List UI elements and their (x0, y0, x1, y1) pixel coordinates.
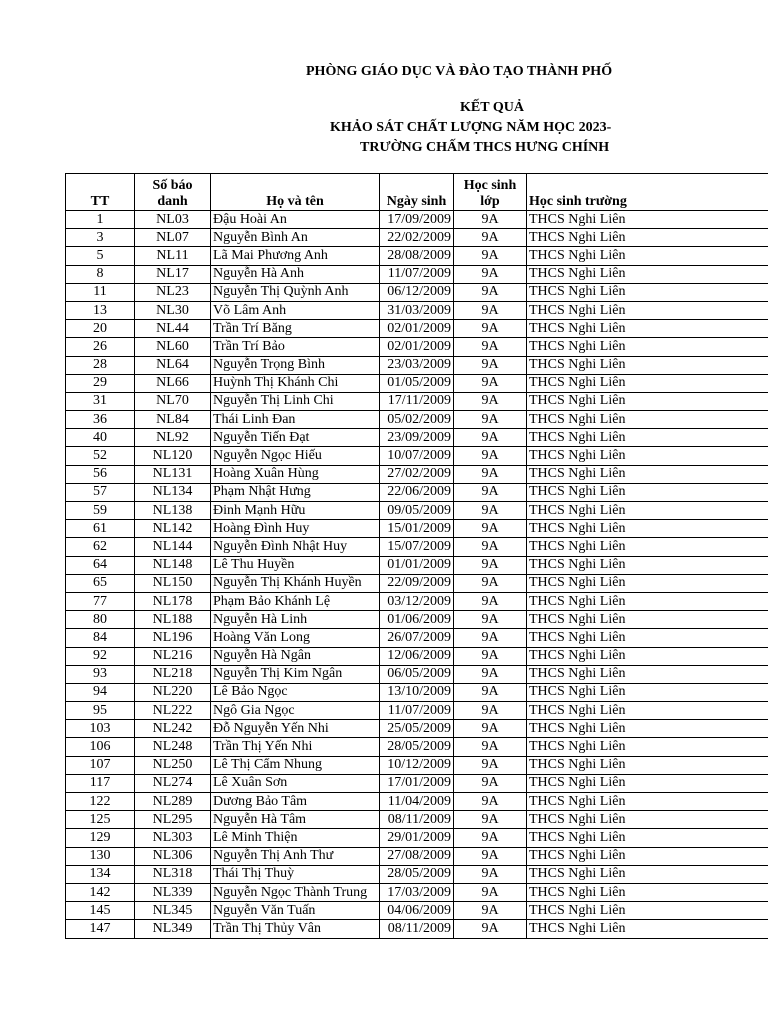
cell-full-name: Nguyễn Hà Tâm (211, 811, 380, 829)
cell-tt: 107 (66, 756, 135, 774)
cell-full-name: Nguyễn Hà Ngân (211, 647, 380, 665)
cell-candidate-number: NL44 (135, 320, 211, 338)
cell-tt: 52 (66, 447, 135, 465)
table-row (66, 520, 768, 538)
cell-tt: 93 (66, 665, 135, 683)
cell-school: THCS Nghi Liên (527, 847, 768, 865)
cell-birth-date: 15/07/2009 (380, 538, 454, 556)
table-row (66, 902, 768, 920)
cell-full-name: Nguyễn Văn Tuấn (211, 902, 380, 920)
cell-full-name: Lã Mai Phương Anh (211, 247, 380, 265)
cell-candidate-number: NL144 (135, 538, 211, 556)
cell-class: 9A (454, 811, 527, 829)
cell-birth-date: 01/06/2009 (380, 611, 454, 629)
cell-school: THCS Nghi Liên (527, 665, 768, 683)
cell-birth-date: 23/09/2009 (380, 429, 454, 447)
cell-full-name: Trần Thị Yến Nhi (211, 738, 380, 756)
table-row (66, 392, 768, 410)
cell-full-name: Thái Thị Thuỳ (211, 865, 380, 883)
col-header-candidate-number: Số báo danh (135, 174, 211, 211)
cell-candidate-number: NL64 (135, 356, 211, 374)
cell-class: 9A (454, 865, 527, 883)
cell-tt: 5 (66, 247, 135, 265)
table-row (66, 283, 768, 301)
cell-birth-date: 11/07/2009 (380, 265, 454, 283)
table-row (66, 301, 768, 319)
cell-tt: 117 (66, 774, 135, 792)
cell-tt: 130 (66, 847, 135, 865)
table-row (66, 429, 768, 447)
cell-class: 9A (454, 793, 527, 811)
cell-class: 9A (454, 538, 527, 556)
cell-birth-date: 08/11/2009 (380, 811, 454, 829)
cell-class: 9A (454, 520, 527, 538)
cell-full-name: Nguyễn Hà Linh (211, 611, 380, 629)
cell-candidate-number: NL345 (135, 902, 211, 920)
cell-school: THCS Nghi Liên (527, 320, 768, 338)
cell-candidate-number: NL318 (135, 865, 211, 883)
cell-school: THCS Nghi Liên (527, 265, 768, 283)
cell-class: 9A (454, 265, 527, 283)
cell-class: 9A (454, 574, 527, 592)
cell-school: THCS Nghi Liên (527, 738, 768, 756)
cell-birth-date: 28/05/2009 (380, 738, 454, 756)
cell-birth-date: 02/01/2009 (380, 338, 454, 356)
cell-birth-date: 13/10/2009 (380, 683, 454, 701)
cell-full-name: Phạm Nhật Hưng (211, 483, 380, 501)
cell-birth-date: 28/05/2009 (380, 865, 454, 883)
cell-class: 9A (454, 447, 527, 465)
cell-full-name: Nguyễn Bình An (211, 229, 380, 247)
cell-tt: 57 (66, 483, 135, 501)
cell-full-name: Nguyễn Thị Anh Thư (211, 847, 380, 865)
cell-full-name: Lê Thu Huyền (211, 556, 380, 574)
cell-class: 9A (454, 247, 527, 265)
cell-class: 9A (454, 647, 527, 665)
col-header-tt: TT (66, 174, 135, 211)
cell-birth-date: 27/08/2009 (380, 847, 454, 865)
col-header-birth-date: Ngày sinh (380, 174, 454, 211)
cell-school: THCS Nghi Liên (527, 520, 768, 538)
cell-candidate-number: NL92 (135, 429, 211, 447)
cell-full-name: Hoàng Xuân Hùng (211, 465, 380, 483)
cell-school: THCS Nghi Liên (527, 683, 768, 701)
cell-tt: 122 (66, 793, 135, 811)
cell-candidate-number: NL138 (135, 502, 211, 520)
cell-birth-date: 26/07/2009 (380, 629, 454, 647)
cell-candidate-number: NL306 (135, 847, 211, 865)
cell-full-name: Nguyễn Thị Quỳnh Anh (211, 283, 380, 301)
cell-full-name: Dương Bảo Tâm (211, 793, 380, 811)
cell-candidate-number: NL150 (135, 574, 211, 592)
cell-school: THCS Nghi Liên (527, 793, 768, 811)
cell-full-name: Huỳnh Thị Khánh Chi (211, 374, 380, 392)
cell-candidate-number: NL188 (135, 611, 211, 629)
cell-birth-date: 01/01/2009 (380, 556, 454, 574)
table-row (66, 683, 768, 701)
cell-birth-date: 06/12/2009 (380, 283, 454, 301)
cell-tt: 36 (66, 411, 135, 429)
result-title: KẾT QUẢ (460, 100, 524, 115)
cell-school: THCS Nghi Liên (527, 774, 768, 792)
table-row (66, 793, 768, 811)
cell-candidate-number: NL196 (135, 629, 211, 647)
cell-tt: 59 (66, 502, 135, 520)
cell-full-name: Phạm Bảo Khánh Lệ (211, 592, 380, 610)
cell-full-name: Đậu Hoài An (211, 211, 380, 229)
cell-class: 9A (454, 338, 527, 356)
cell-school: THCS Nghi Liên (527, 429, 768, 447)
table-row (66, 320, 768, 338)
table-row (66, 756, 768, 774)
table-row (66, 465, 768, 483)
cell-school: THCS Nghi Liên (527, 229, 768, 247)
cell-candidate-number: NL30 (135, 301, 211, 319)
cell-birth-date: 17/01/2009 (380, 774, 454, 792)
cell-class: 9A (454, 883, 527, 901)
cell-full-name: Thái Linh Đan (211, 411, 380, 429)
cell-birth-date: 17/09/2009 (380, 211, 454, 229)
cell-tt: 65 (66, 574, 135, 592)
cell-school: THCS Nghi Liên (527, 611, 768, 629)
cell-class: 9A (454, 229, 527, 247)
cell-candidate-number: NL120 (135, 447, 211, 465)
table-row (66, 229, 768, 247)
table-row (66, 720, 768, 738)
cell-full-name: Lê Bảo Ngọc (211, 683, 380, 701)
department-heading: PHÒNG GIÁO DỤC VÀ ĐÀO TẠO THÀNH PHỐ (306, 64, 613, 79)
cell-tt: 77 (66, 592, 135, 610)
grading-school-title: TRƯỜNG CHẤM THCS HƯNG CHÍNH (360, 140, 610, 155)
cell-class: 9A (454, 902, 527, 920)
table-row (66, 847, 768, 865)
cell-school: THCS Nghi Liên (527, 829, 768, 847)
cell-candidate-number: NL220 (135, 683, 211, 701)
cell-candidate-number: NL339 (135, 883, 211, 901)
cell-class: 9A (454, 502, 527, 520)
cell-candidate-number: NL70 (135, 392, 211, 410)
cell-tt: 84 (66, 629, 135, 647)
cell-full-name: Trần Trí Bảo (211, 338, 380, 356)
cell-class: 9A (454, 629, 527, 647)
cell-birth-date: 11/07/2009 (380, 702, 454, 720)
cell-tt: 56 (66, 465, 135, 483)
cell-tt: 62 (66, 538, 135, 556)
cell-candidate-number: NL216 (135, 647, 211, 665)
table-row (66, 211, 768, 229)
cell-school: THCS Nghi Liên (527, 920, 768, 938)
table-row (66, 338, 768, 356)
cell-candidate-number: NL11 (135, 247, 211, 265)
cell-candidate-number: NL218 (135, 665, 211, 683)
cell-candidate-number: NL242 (135, 720, 211, 738)
cell-class: 9A (454, 665, 527, 683)
cell-birth-date: 06/05/2009 (380, 665, 454, 683)
cell-tt: 134 (66, 865, 135, 883)
cell-birth-date: 17/11/2009 (380, 392, 454, 410)
cell-school: THCS Nghi Liên (527, 556, 768, 574)
cell-school: THCS Nghi Liên (527, 502, 768, 520)
cell-school: THCS Nghi Liên (527, 720, 768, 738)
cell-full-name: Lê Minh Thiện (211, 829, 380, 847)
cell-school: THCS Nghi Liên (527, 374, 768, 392)
cell-candidate-number: NL142 (135, 520, 211, 538)
table-row (66, 556, 768, 574)
cell-class: 9A (454, 356, 527, 374)
cell-school: THCS Nghi Liên (527, 865, 768, 883)
table-row (66, 247, 768, 265)
cell-class: 9A (454, 320, 527, 338)
cell-full-name: Trần Trí Băng (211, 320, 380, 338)
table-row (66, 829, 768, 847)
cell-birth-date: 09/05/2009 (380, 502, 454, 520)
cell-full-name: Nguyễn Thị Kim Ngân (211, 665, 380, 683)
cell-class: 9A (454, 465, 527, 483)
cell-tt: 129 (66, 829, 135, 847)
cell-candidate-number: NL66 (135, 374, 211, 392)
cell-tt: 8 (66, 265, 135, 283)
table-row (66, 447, 768, 465)
cell-full-name: Nguyễn Tiến Đạt (211, 429, 380, 447)
cell-school: THCS Nghi Liên (527, 702, 768, 720)
cell-birth-date: 10/07/2009 (380, 447, 454, 465)
cell-school: THCS Nghi Liên (527, 883, 768, 901)
cell-class: 9A (454, 392, 527, 410)
cell-birth-date: 25/05/2009 (380, 720, 454, 738)
cell-birth-date: 03/12/2009 (380, 592, 454, 610)
table-row (66, 265, 768, 283)
cell-full-name: Đỗ Nguyễn Yến Nhi (211, 720, 380, 738)
survey-title: KHẢO SÁT CHẤT LƯỢNG NĂM HỌC 2023- (330, 120, 612, 135)
col-header-school: Học sinh trường (527, 174, 768, 211)
table-row (66, 883, 768, 901)
cell-birth-date: 05/02/2009 (380, 411, 454, 429)
cell-school: THCS Nghi Liên (527, 902, 768, 920)
table-row (66, 611, 768, 629)
cell-school: THCS Nghi Liên (527, 356, 768, 374)
cell-full-name: Nguyễn Ngọc Hiếu (211, 447, 380, 465)
cell-full-name: Trần Thị Thủy Vân (211, 920, 380, 938)
table-row (66, 502, 768, 520)
cell-tt: 94 (66, 683, 135, 701)
table-row (66, 647, 768, 665)
cell-tt: 95 (66, 702, 135, 720)
table-row (66, 738, 768, 756)
cell-class: 9A (454, 774, 527, 792)
cell-tt: 1 (66, 211, 135, 229)
cell-school: THCS Nghi Liên (527, 629, 768, 647)
cell-candidate-number: NL274 (135, 774, 211, 792)
cell-tt: 125 (66, 811, 135, 829)
table-row (66, 629, 768, 647)
cell-class: 9A (454, 283, 527, 301)
cell-birth-date: 10/12/2009 (380, 756, 454, 774)
cell-birth-date: 22/09/2009 (380, 574, 454, 592)
cell-candidate-number: NL349 (135, 920, 211, 938)
table-row (66, 774, 768, 792)
cell-tt: 142 (66, 883, 135, 901)
cell-candidate-number: NL60 (135, 338, 211, 356)
cell-class: 9A (454, 374, 527, 392)
cell-birth-date: 22/06/2009 (380, 483, 454, 501)
cell-class: 9A (454, 411, 527, 429)
cell-tt: 106 (66, 738, 135, 756)
table-row (66, 538, 768, 556)
cell-tt: 92 (66, 647, 135, 665)
cell-candidate-number: NL248 (135, 738, 211, 756)
cell-full-name: Võ Lâm Anh (211, 301, 380, 319)
cell-tt: 147 (66, 920, 135, 938)
results-table (65, 173, 768, 939)
table-row (66, 702, 768, 720)
cell-school: THCS Nghi Liên (527, 483, 768, 501)
cell-full-name: Lê Xuân Sơn (211, 774, 380, 792)
table-row (66, 411, 768, 429)
cell-tt: 40 (66, 429, 135, 447)
cell-full-name: Nguyễn Ngọc Thành Trung (211, 883, 380, 901)
cell-full-name: Nguyễn Thị Linh Chi (211, 392, 380, 410)
cell-birth-date: 08/11/2009 (380, 920, 454, 938)
cell-school: THCS Nghi Liên (527, 465, 768, 483)
cell-school: THCS Nghi Liên (527, 411, 768, 429)
cell-birth-date: 29/01/2009 (380, 829, 454, 847)
cell-full-name: Ngô Gia Ngọc (211, 702, 380, 720)
col-header-full-name: Họ và tên (211, 174, 380, 211)
cell-birth-date: 15/01/2009 (380, 520, 454, 538)
cell-school: THCS Nghi Liên (527, 301, 768, 319)
cell-class: 9A (454, 556, 527, 574)
cell-candidate-number: NL07 (135, 229, 211, 247)
table-row (66, 665, 768, 683)
cell-tt: 26 (66, 338, 135, 356)
cell-school: THCS Nghi Liên (527, 538, 768, 556)
table-row (66, 865, 768, 883)
cell-birth-date: 22/02/2009 (380, 229, 454, 247)
cell-class: 9A (454, 920, 527, 938)
cell-birth-date: 17/03/2009 (380, 883, 454, 901)
cell-full-name: Nguyễn Đình Nhật Huy (211, 538, 380, 556)
cell-candidate-number: NL03 (135, 211, 211, 229)
cell-class: 9A (454, 829, 527, 847)
cell-birth-date: 27/02/2009 (380, 465, 454, 483)
table-row (66, 356, 768, 374)
cell-tt: 11 (66, 283, 135, 301)
cell-school: THCS Nghi Liên (527, 392, 768, 410)
cell-school: THCS Nghi Liên (527, 247, 768, 265)
cell-birth-date: 12/06/2009 (380, 647, 454, 665)
cell-tt: 145 (66, 902, 135, 920)
cell-class: 9A (454, 429, 527, 447)
cell-candidate-number: NL295 (135, 811, 211, 829)
cell-birth-date: 02/01/2009 (380, 320, 454, 338)
cell-full-name: Nguyễn Thị Khánh Huyền (211, 574, 380, 592)
cell-school: THCS Nghi Liên (527, 756, 768, 774)
cell-school: THCS Nghi Liên (527, 574, 768, 592)
cell-class: 9A (454, 720, 527, 738)
cell-school: THCS Nghi Liên (527, 447, 768, 465)
cell-class: 9A (454, 301, 527, 319)
cell-birth-date: 31/03/2009 (380, 301, 454, 319)
cell-candidate-number: NL178 (135, 592, 211, 610)
cell-candidate-number: NL289 (135, 793, 211, 811)
cell-candidate-number: NL148 (135, 556, 211, 574)
cell-candidate-number: NL131 (135, 465, 211, 483)
cell-school: THCS Nghi Liên (527, 211, 768, 229)
cell-candidate-number: NL303 (135, 829, 211, 847)
cell-tt: 28 (66, 356, 135, 374)
cell-full-name: Nguyễn Trọng Bình (211, 356, 380, 374)
cell-class: 9A (454, 702, 527, 720)
cell-birth-date: 11/04/2009 (380, 793, 454, 811)
cell-candidate-number: NL17 (135, 265, 211, 283)
cell-tt: 13 (66, 301, 135, 319)
cell-class: 9A (454, 756, 527, 774)
cell-candidate-number: NL84 (135, 411, 211, 429)
table-row (66, 574, 768, 592)
cell-tt: 80 (66, 611, 135, 629)
cell-class: 9A (454, 483, 527, 501)
cell-birth-date: 04/06/2009 (380, 902, 454, 920)
cell-full-name: Lê Thị Cẩm Nhung (211, 756, 380, 774)
cell-candidate-number: NL134 (135, 483, 211, 501)
cell-tt: 64 (66, 556, 135, 574)
cell-birth-date: 01/05/2009 (380, 374, 454, 392)
cell-full-name: Hoàng Văn Long (211, 629, 380, 647)
cell-candidate-number: NL222 (135, 702, 211, 720)
cell-birth-date: 28/08/2009 (380, 247, 454, 265)
cell-school: THCS Nghi Liên (527, 592, 768, 610)
cell-tt: 29 (66, 374, 135, 392)
cell-class: 9A (454, 847, 527, 865)
cell-full-name: Đinh Mạnh Hữu (211, 502, 380, 520)
table-row (66, 374, 768, 392)
table-row (66, 592, 768, 610)
cell-tt: 20 (66, 320, 135, 338)
cell-class: 9A (454, 211, 527, 229)
cell-school: THCS Nghi Liên (527, 811, 768, 829)
results-table-container (65, 173, 768, 939)
col-header-class: Học sinh lớp (454, 174, 527, 211)
cell-candidate-number: NL250 (135, 756, 211, 774)
table-header-row (66, 174, 768, 211)
cell-class: 9A (454, 683, 527, 701)
cell-school: THCS Nghi Liên (527, 338, 768, 356)
cell-tt: 31 (66, 392, 135, 410)
cell-birth-date: 23/03/2009 (380, 356, 454, 374)
cell-candidate-number: NL23 (135, 283, 211, 301)
cell-full-name: Nguyễn Hà Anh (211, 265, 380, 283)
cell-school: THCS Nghi Liên (527, 647, 768, 665)
table-row (66, 483, 768, 501)
table-row (66, 920, 768, 938)
cell-tt: 103 (66, 720, 135, 738)
cell-class: 9A (454, 592, 527, 610)
cell-tt: 61 (66, 520, 135, 538)
cell-tt: 3 (66, 229, 135, 247)
table-row (66, 811, 768, 829)
cell-full-name: Hoàng Đình Huy (211, 520, 380, 538)
cell-school: THCS Nghi Liên (527, 283, 768, 301)
cell-class: 9A (454, 738, 527, 756)
cell-class: 9A (454, 611, 527, 629)
